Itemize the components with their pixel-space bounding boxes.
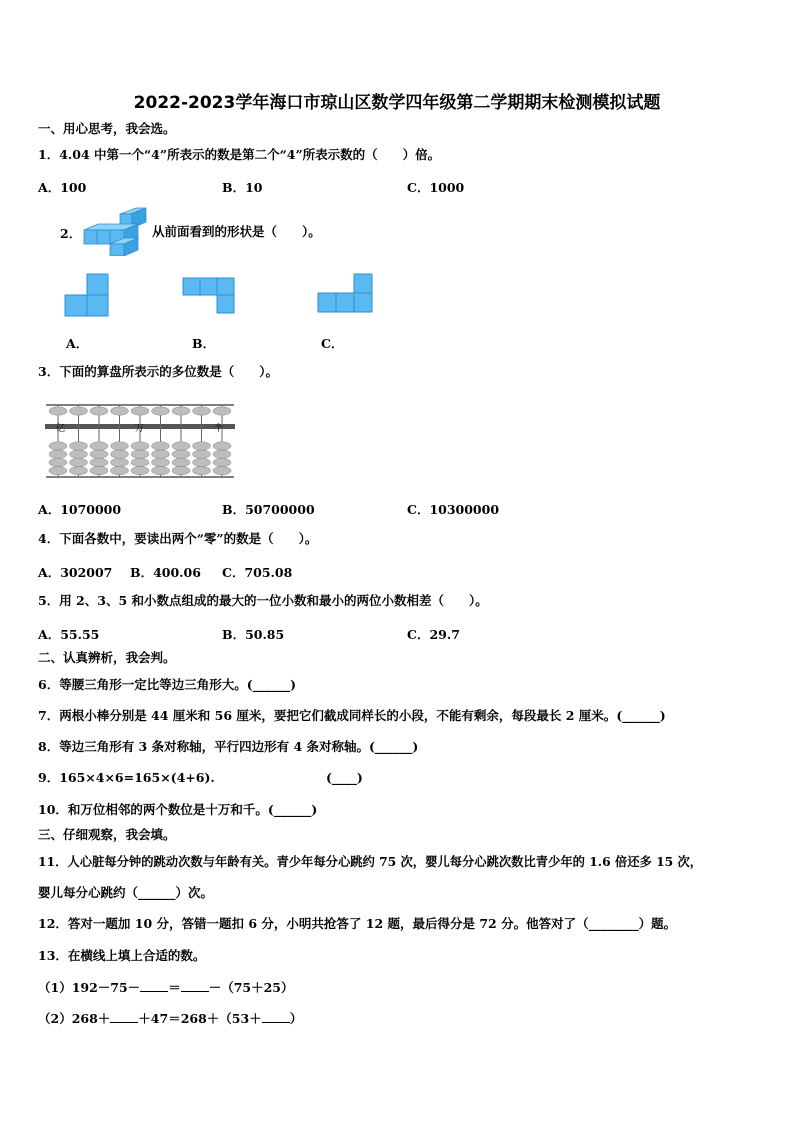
question-6: [38, 677, 296, 693]
question-4: 4．下面各数中，要读出两个“零”的数是（ ）。: [38, 531, 318, 546]
q2-option-c[interactable]: C．: [321, 336, 344, 351]
question-5: 5．用 2、3、5 和小数点组成的最大的一位小数和最小的两位小数相差（ ）。: [38, 593, 488, 608]
question-3: 3．下面的算盘所表示的多位数是（ ）。: [38, 364, 278, 379]
abacus-bead: [90, 458, 108, 466]
abacus-bead: [193, 442, 211, 450]
question-11-line-1: 11．人心脏每分钟的跳动次数与年龄有关。青少年每分心跳约 75 次，婴儿每分心跳次数比青少年的 1.6 倍还多 15 次，: [38, 854, 703, 869]
abacus-bead: [131, 450, 149, 458]
question-13-part-2: [38, 1010, 302, 1027]
question-1: 1．4.04 中第一个“4”所表示的数是第二个“4”所表示数的（ ）倍。: [38, 147, 441, 162]
q13-p2-blank-2[interactable]: [262, 1010, 290, 1023]
abacus-bead: [70, 466, 88, 474]
q5-option-b[interactable]: B．50.85: [222, 627, 285, 642]
abacus-bead: [131, 442, 149, 450]
abacus-label-yi: 亿: [56, 424, 66, 434]
q10-answer-bracket[interactable]: (______): [267, 802, 318, 817]
q3-option-b[interactable]: B．50700000: [222, 502, 315, 517]
q13-p1-equals: ＝: [168, 980, 181, 995]
abacus-label-wan: 万: [135, 424, 145, 434]
q13-p2-expr-c: ）: [289, 1011, 303, 1026]
abacus-bead: [152, 458, 170, 466]
q1-option-c[interactable]: C．1000: [407, 180, 465, 195]
q13-p1-blank-2[interactable]: [181, 979, 209, 992]
abacus-bead: [152, 466, 170, 474]
q3-option-a[interactable]: A．1070000: [38, 502, 122, 517]
abacus-bead: [70, 450, 88, 458]
abacus-label-ge: 个: [214, 424, 224, 434]
abacus-bead: [70, 442, 88, 450]
q6-answer-bracket[interactable]: (______): [246, 677, 297, 692]
abacus-bead: [193, 407, 211, 415]
abacus-bead: [70, 407, 88, 415]
abacus-bead: [213, 450, 231, 458]
q4-option-a[interactable]: A．302007: [38, 565, 113, 580]
q2-shape-a: [64, 273, 110, 317]
abacus-bead: [172, 450, 190, 458]
question-12[interactable]: 12．答对一题加 10 分，答错一题扣 6 分，小明共抢答了 12 题，最后得分是 72 分。他答对了（________）题。: [38, 916, 677, 931]
abacus-bead: [70, 458, 88, 466]
q8-answer-bracket[interactable]: (______): [369, 739, 419, 754]
q7-text: 7．两根小棒分别是 44 厘米和 56 厘米，要把它们截成同样长的小段，不能有剩余，每段最长 2 厘米。: [38, 708, 617, 723]
abacus-bead: [131, 458, 149, 466]
abacus-bead: [49, 450, 67, 458]
q1-option-b[interactable]: B．10: [222, 180, 263, 195]
abacus-bead: [111, 442, 129, 450]
abacus-bead: [193, 458, 211, 466]
question-8: [38, 739, 418, 755]
abacus-bead: [172, 407, 190, 415]
section-1-heading: 一、用心思考，我会选。: [38, 121, 176, 136]
abacus-bead: [49, 407, 67, 415]
abacus-bead: [131, 407, 149, 415]
abacus-bead: [111, 458, 129, 466]
abacus-bead: [213, 442, 231, 450]
q7-answer-bracket[interactable]: (______): [616, 708, 666, 723]
abacus-bead: [49, 466, 67, 474]
q2-shape-c: [317, 273, 373, 313]
abacus-bead: [152, 407, 170, 415]
question-11-line-2[interactable]: 婴儿每分心跳约（______）次。: [38, 885, 214, 900]
q8-text: 8．等边三角形有 3 条对称轴，平行四边形有 4 条对称轴。: [38, 739, 370, 754]
q13-p1-expr-c: －（75＋25）: [208, 980, 294, 995]
q4-option-c[interactable]: C．705.08: [222, 565, 293, 580]
q1-option-a[interactable]: A．100: [38, 180, 87, 195]
question-2-text: 从前面看到的形状是（ ）。: [152, 224, 321, 239]
abacus-bead: [213, 407, 231, 415]
abacus-bead: [172, 442, 190, 450]
page-title: 2022-2023学年海口市琼山区数学四年级第二学期期末检测模拟试题: [133, 93, 661, 113]
abacus-bead: [172, 458, 190, 466]
q4-option-b[interactable]: B．400.06: [130, 565, 201, 580]
abacus-bead: [152, 442, 170, 450]
q3-option-c[interactable]: C．10300000: [407, 502, 500, 517]
abacus-bead: [90, 442, 108, 450]
q10-text: 10．和万位相邻的两个数位是十万和千。: [38, 802, 268, 817]
question-10: [38, 802, 317, 818]
q2-option-b[interactable]: B．: [192, 336, 216, 351]
abacus-bead: [90, 450, 108, 458]
abacus-bead: [49, 458, 67, 466]
abacus-bead: [213, 458, 231, 466]
question-2-number: 2．: [60, 226, 82, 241]
abacus-bead: [111, 466, 129, 474]
q5-option-c[interactable]: C．29.7: [407, 627, 460, 642]
abacus-bead: [172, 466, 190, 474]
section-2-heading: 二、认真辨析，我会判。: [38, 650, 176, 665]
q13-p1-expr-a: （1）192－75－: [38, 980, 141, 995]
q9-answer-bracket[interactable]: (____): [326, 770, 363, 785]
q6-text: 6．等腰三角形一定比等边三角形大。: [38, 677, 247, 692]
abacus-bead: [90, 407, 108, 415]
q2-3d-cubes-figure: [80, 206, 150, 256]
question-13-part-1: [38, 979, 294, 996]
q2-option-a[interactable]: A．: [66, 336, 89, 351]
question-7: [38, 708, 666, 724]
q3-abacus-figure: [44, 400, 236, 480]
abacus-bead: [111, 407, 129, 415]
q13-p2-expr-b: ＋47＝268＋（53＋: [138, 1011, 262, 1026]
q13-p2-blank-1[interactable]: [110, 1010, 138, 1023]
abacus-bead: [193, 466, 211, 474]
q13-p1-blank-1[interactable]: [140, 979, 168, 992]
q13-p2-expr-a: （2）268＋: [38, 1011, 111, 1026]
abacus-bead: [193, 450, 211, 458]
abacus-bead: [90, 466, 108, 474]
question-9-text: 9．165×4×6=165×(4+6).: [38, 770, 215, 785]
q5-option-a[interactable]: A．55.55: [38, 627, 100, 642]
section-3-heading: 三、仔细观察，我会填。: [38, 827, 176, 842]
abacus-bead: [49, 442, 67, 450]
abacus-bead: [111, 450, 129, 458]
q2-shape-b: [182, 277, 236, 315]
question-13: 13．在横线上填上合适的数。: [38, 948, 206, 963]
abacus-bead: [213, 466, 231, 474]
abacus-bead: [152, 450, 170, 458]
abacus-bead: [131, 466, 149, 474]
